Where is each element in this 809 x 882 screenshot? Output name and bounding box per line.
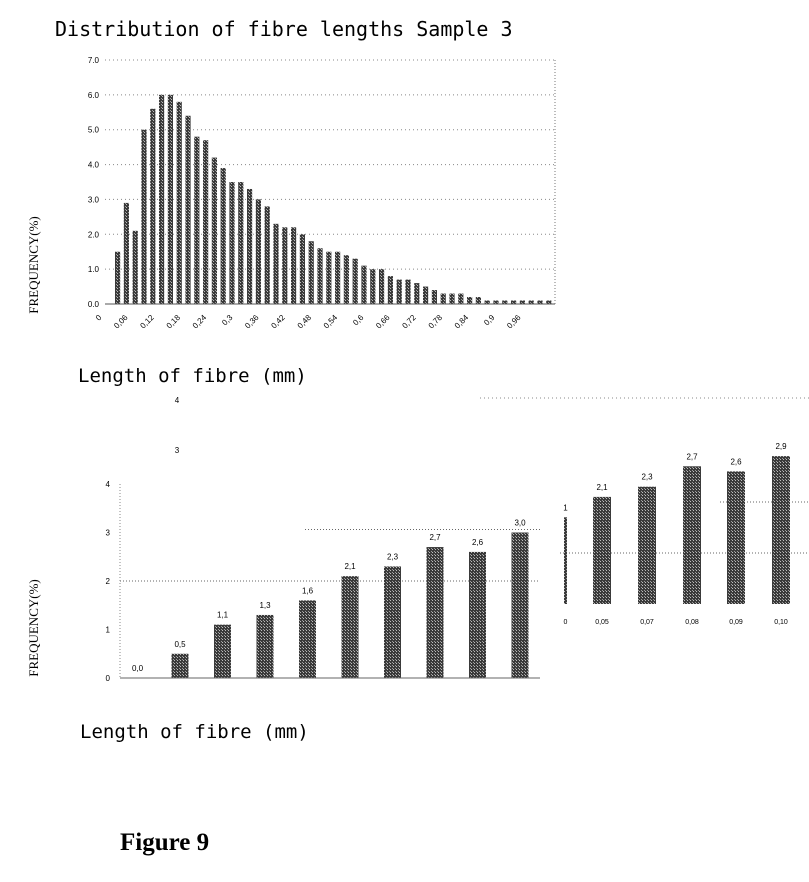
inset-bar [727,471,745,604]
top-ytick-label: 5.0 [87,125,99,135]
top-bar [247,189,252,304]
bottom-bar [172,654,189,678]
inset-chart [175,396,809,626]
top-xtick-label: 0,18 [164,313,183,331]
bottom-chart [26,480,540,743]
bottom-data-label: 0,5 [174,639,186,649]
top-bar [546,301,551,304]
top-bar [124,203,129,304]
top-bar [388,276,393,304]
inset-xtick-label: 0,10 [774,619,788,626]
top-bar [300,234,305,304]
top-bar [441,294,446,304]
top-xtick-label: 0,36 [243,313,261,331]
inset-bar [772,456,790,604]
top-bar [133,231,138,304]
inset-xtick-label: 0,07 [640,619,654,626]
bottom-data-label: 1,3 [259,600,271,610]
top-chart-xlabel: Length of fibre (mm) [78,365,307,387]
bottom-bar [469,552,486,678]
top-chart [26,17,555,387]
inset-xtick-label: 0,09 [729,619,743,626]
top-xtick-label: 0,96 [505,313,523,331]
top-bar [397,280,402,304]
top-chart-xticks [94,313,523,331]
inset-chart-xticks [564,619,788,626]
top-bar [344,255,349,304]
top-bar [256,199,261,304]
inset-bar [683,466,701,604]
bottom-data-label: 1,6 [301,586,314,596]
bottom-data-label: 3,0 [514,518,526,528]
top-chart-yticks [88,56,100,309]
top-bar [141,130,146,304]
bottom-ytick-label: 2 [105,577,110,586]
inset-bar [564,517,567,604]
top-xtick-label: 0,42 [269,313,287,331]
bottom-data-label: 0,0 [131,664,144,673]
bottom-data-label: 2,3 [386,552,399,562]
bottom-ytick-label: 4 [105,480,110,489]
top-ytick-label: 3.0 [87,195,99,205]
bottom-data-label: 2,1 [344,562,356,572]
bottom-data-label: 2,7 [429,533,441,543]
top-bar [423,287,428,304]
bottom-chart-ylabel: FREQUENCY(%) [26,579,41,677]
figure-label: Figure 9 [120,829,210,856]
top-bar [221,168,226,304]
bottom-data-label: 2,6 [471,537,484,547]
bottom-ytick-label: 1 [105,625,110,635]
top-bar [458,294,463,304]
top-bar [361,266,366,304]
inset-data-label: 1 [563,503,568,513]
top-bar [493,301,498,304]
inset-xtick-label: 0 [563,619,568,626]
top-xtick-label: 0,78 [426,313,445,331]
top-bar [353,259,358,304]
top-bar [291,227,296,304]
top-bar [511,301,516,304]
top-bar [467,297,472,304]
top-xtick-label: 0,66 [374,313,392,331]
top-bar [238,182,243,304]
inset-chart-bars [564,456,790,604]
top-bar [485,301,490,304]
top-bar [282,227,287,304]
top-bar [177,102,182,304]
top-bar [317,248,322,304]
top-bar [335,252,340,304]
top-bar [115,252,120,304]
top-bar [379,269,384,304]
inset-data-label: 2,3 [641,472,653,482]
top-bar [185,116,190,304]
top-ytick-label: 6.0 [87,90,99,100]
inset-xtick-label: 0,05 [595,619,609,626]
top-xtick-label: 0,3 [220,313,235,328]
top-ytick-label: 7.0 [87,56,99,65]
top-xtick-label: 0,48 [295,313,314,331]
bottom-data-label: 1,1 [216,610,229,620]
top-ytick-label: 2.0 [87,230,99,240]
inset-bar [638,487,656,604]
bottom-ytick-label: 3 [105,528,110,538]
top-bar [212,158,217,304]
top-bar [194,137,199,304]
bottom-bar [299,600,316,678]
top-bar [168,95,173,304]
inset-ytick-label: 3 [174,446,180,455]
bottom-bar [427,547,444,678]
bottom-bar [257,615,274,678]
bottom-chart-data-labels [132,519,526,674]
top-bar [502,301,507,304]
top-ytick-label: 1.0 [87,265,99,275]
top-ytick-label: 4.0 [87,160,99,170]
top-bar [150,109,155,304]
top-ytick-label: 0.0 [87,300,99,309]
top-bar [414,283,419,304]
inset-bar [593,497,611,604]
top-xtick-label: 0,12 [138,313,156,331]
top-xtick-label: 0,6 [351,313,366,328]
top-bar [476,297,481,304]
inset-data-label: 2,7 [686,452,698,462]
top-xtick-label: 0,9 [482,313,497,328]
top-bar [537,301,542,304]
top-xtick-label: 0,72 [400,313,418,331]
top-bar [405,280,410,304]
top-bar [273,224,278,304]
inset-data-label: 2,9 [775,442,787,452]
top-xtick-label: 0,24 [190,313,209,331]
bottom-bar [512,533,529,679]
top-xtick-label: 0,84 [452,313,471,331]
top-bar [326,252,331,304]
top-bar [529,301,534,304]
top-xtick-label: 0,06 [112,313,130,331]
bottom-bar [384,566,401,678]
top-bar [159,95,164,304]
top-chart-title: Distribution of fibre lengths Sample 3 [55,17,513,41]
top-bar [432,290,437,304]
bottom-bar [214,625,231,678]
bottom-bar [342,576,359,678]
inset-data-label: 2,1 [596,482,608,492]
top-bar [520,301,525,304]
top-bar [265,206,270,304]
top-chart-ylabel: FREQUENCY(%) [26,216,41,314]
top-xtick-label: 0,54 [321,313,340,331]
bottom-chart-xlabel: Length of fibre (mm) [80,721,309,743]
inset-chart-yticks [175,396,180,455]
top-xtick-label: 0 [93,313,104,323]
bottom-chart-yticks [106,480,111,683]
bottom-chart-bars [172,533,529,679]
top-bar [309,241,314,304]
top-bar [203,140,208,304]
top-bar [370,269,375,304]
inset-xtick-label: 0,08 [685,619,699,626]
inset-ytick-label: 4 [174,396,180,405]
top-bar [229,182,234,304]
bottom-ytick-label: 0 [105,674,110,683]
inset-data-label: 2,6 [730,457,742,467]
top-bar [449,294,454,304]
